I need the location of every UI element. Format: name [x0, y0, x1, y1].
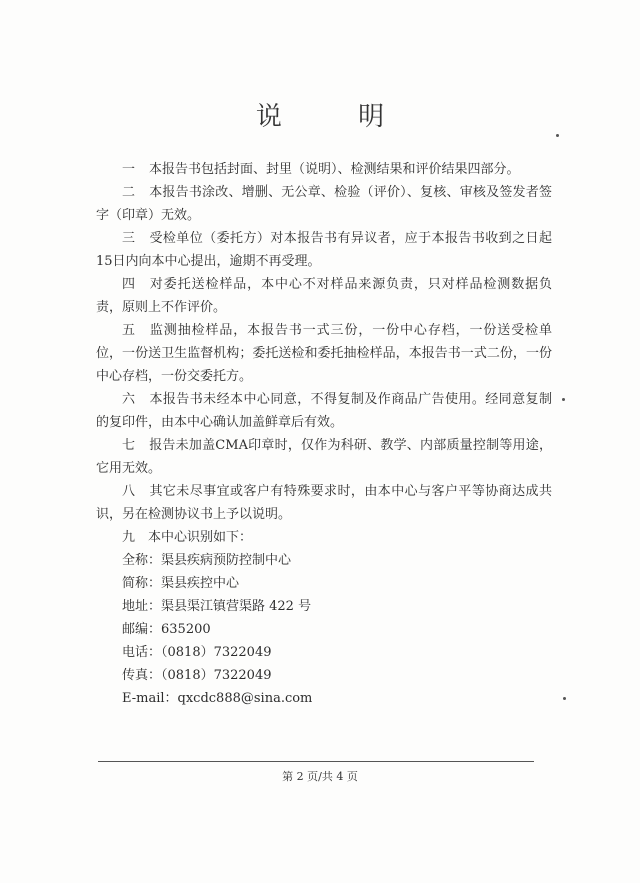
full-name-line: 全称：渠县疾病预防控制中心 — [122, 553, 292, 568]
note-5 — [96, 319, 552, 388]
note-2 — [96, 181, 552, 227]
note-text: 监测抽检样品，本报告书一式三份，一份中心存档，一份送受检单位，一份送卫生监督机构；委托送检和委托抽检样品，本报告书一式二份，一份中心存档，一份交委托方。 — [96, 323, 552, 384]
scan-speck — [562, 398, 565, 401]
phone-line: 电话：（0818）7322049 — [122, 645, 272, 660]
email-line: E-mail：qxcdc888@sina.com — [122, 691, 313, 706]
footer-divider — [98, 761, 534, 762]
note-6 — [96, 388, 552, 434]
scan-speck — [563, 697, 566, 700]
notes-body — [96, 158, 552, 710]
note-3 — [96, 227, 552, 273]
postcode-line: 邮编：635200 — [122, 622, 211, 637]
note-text: 报告未加盖CMA印章时，仅作为科研、教学、内部质量控制等用途，它用无效。 — [96, 438, 552, 476]
short-name-line: 简称：渠县疾控中心 — [122, 576, 240, 591]
note-text: 受检单位（委托方）对本报告书有异议者，应于本报告书收到之日起15日内向本中心提出，逾期不再受理。 — [96, 231, 552, 269]
note-text: 本报告书包括封面、封里（说明）、检测结果和评价结果四部分。 — [149, 162, 520, 177]
note-number: 六 — [122, 392, 136, 407]
note-number: 五 — [122, 323, 136, 338]
note-number: 一 — [122, 162, 136, 177]
note-number: 二 — [122, 185, 136, 200]
note-7 — [96, 434, 552, 480]
page-title: 说 明 — [255, 102, 419, 132]
fax-line: 传真：（0818）7322049 — [122, 668, 272, 683]
note-text: 对委托送检样品，本中心不对样品来源负责，只对样品检测数据负责，原则上不作评价。 — [96, 277, 552, 315]
note-1 — [96, 158, 552, 181]
address-line: 地址：渠县渠江镇营渠路 422 号 — [122, 599, 312, 614]
note-number: 八 — [122, 484, 136, 499]
page-number: 第 2 页/共 4 页 — [282, 770, 358, 783]
note-text: 本报告书涂改、增删、无公章、检验（评价）、复核、审核及签发者签字（印章）无效。 — [96, 185, 552, 223]
note-4 — [96, 273, 552, 319]
note-text: 本报告书未经本中心同意，不得复制及作商品广告使用。经同意复制的复印件，由本中心确认加盖鲜章后有效。 — [96, 392, 552, 430]
scan-speck — [556, 134, 559, 137]
identification-heading: 九 本中心识别如下： — [122, 530, 253, 545]
note-number: 七 — [122, 438, 136, 453]
note-number: 四 — [122, 277, 136, 292]
note-8 — [96, 480, 552, 526]
note-text: 其它未尽事宜或客户有特殊要求时，由本中心与客户平等协商达成共识，另在检测协议书上予以说明。 — [96, 484, 552, 522]
note-number: 三 — [122, 231, 136, 246]
